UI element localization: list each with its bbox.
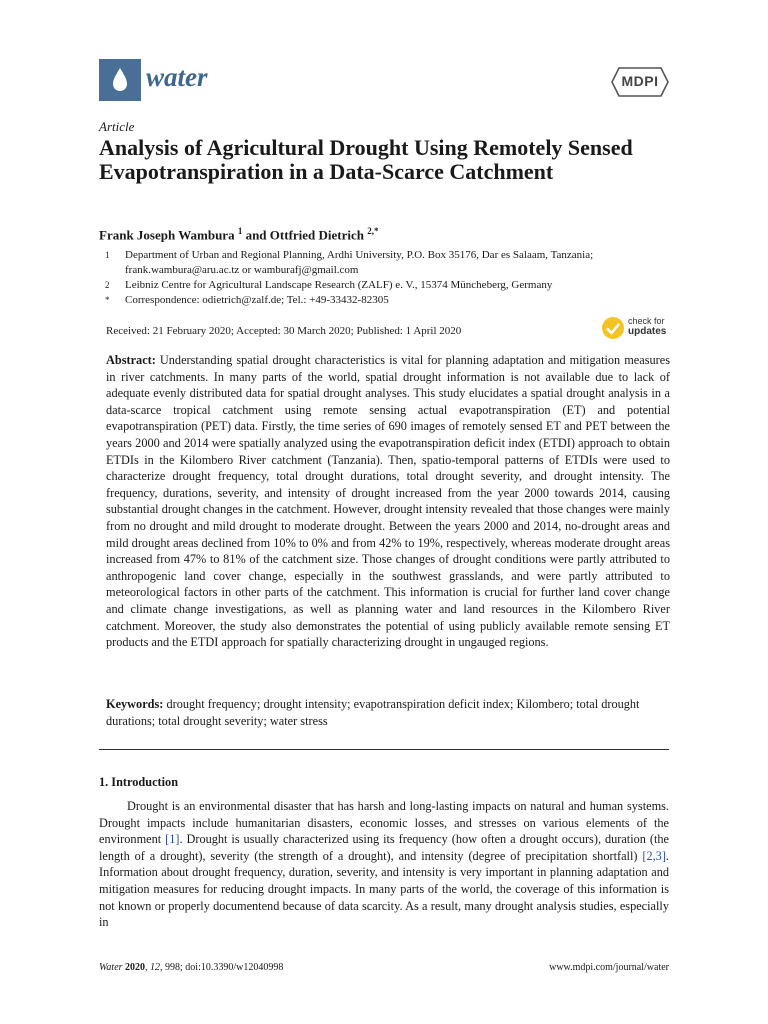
author-name: Ottfried Dietrich: [269, 227, 365, 243]
affiliation-item: [99, 248, 669, 278]
publication-dates: Received: 21 February 2020; Accepted: 30 March 2020; Published: 1 April 2020: [106, 325, 462, 337]
publisher-logo: [611, 66, 669, 98]
keywords-text: drought frequency; drought intensity; evapotranspiration deficit index; Kilombero; total drought durations; total drought severity; water stress: [106, 697, 640, 728]
affiliation-mark: *: [105, 295, 110, 305]
affiliation-mark: 1: [105, 250, 110, 260]
paper-title: Analysis of Agricultural Drought Using Remotely Sensed Evapotranspiration in a Data-Scarce Catchment: [99, 135, 633, 184]
article-type: Article: [99, 119, 135, 134]
intro-text: . Information about drought frequency, duration, severity, and intensity is very important in planning adaptation and mitigation measures for reducing drought impacts. In many parts of the world, the coverage of this information is not known or properly documentend because of data scarcity. As a result, many drought analysis studies, especially in: [99, 848, 669, 930]
author-affiliation-mark: 1: [237, 226, 243, 236]
affiliation-text: Leibniz Centre for Agricultural Landscape Research (ZALF) e. V., 15374 Müncheberg, Germany: [125, 279, 553, 291]
check-for-updates-badge[interactable]: [601, 315, 673, 341]
author-list: [99, 226, 379, 243]
author-conjunction: and: [242, 227, 270, 243]
keywords: [106, 696, 670, 729]
footer-url[interactable]: www.mdpi.com/journal/water: [549, 962, 669, 973]
check-for-label: check for: [628, 316, 665, 326]
footer-year: 2020: [125, 962, 146, 973]
footer-journal: Water: [99, 962, 123, 973]
affiliation-item: [99, 278, 669, 293]
intro-paragraph: [99, 798, 669, 931]
footer-citation: Water 2020, 12, 998; doi:10.3390/w12040998: [99, 962, 284, 973]
footer-volume: 12: [150, 962, 161, 973]
section-heading: 1. Introduction: [99, 775, 179, 789]
abstract-label: Abstract:: [106, 353, 156, 367]
abstract: [106, 352, 670, 651]
abstract-text: Understanding spatial drought characteristics is vital for planning adaptation and mitigation measures in river catchments. In many parts of the world, spatial drought information is not available due to lack of adequate evenly distributed data for spatial drought analyses. This study elucidates a spatial drought analysis in a data-scarce tropical catchment using remote sensing actual evapotranspiration (ET) and potential evapotranspiration (PET) data. Firstly, the time series of 690 images of remotely sensed ET and PET between the years 2000 and 2014 were spatially analyzed using the evapotranspiration deficit index (ETDI) approach to obtain ETDIs in the Kilombero River catchment (Tanzania). Then, spatio-temporal patterns of ETDIs were used to characterize drought frequency, total drought durations, total drought severity, and drought intensity. The frequency, durations, severity, and intensity of drought increased from the year 2000 towards 2014, causing substantial drought changes in the catchment. However, drought intensity revealed that those changes were mainly from no drought and mild drought to moderate drought. Between the years 2000 and 2014, no-drought areas and mild drought areas declined from 10% to 0% and from 42% to 19%, respectively, whereas moderate drought areas increased from 47% to 81% of the catchment size. Those changes of drought conditions were partly attributed to anthropogenic land cover change, especially in the southwest grasslands, and were partly attributed to meteorological factors in other parts of the catchment. This information is crucial for further land cover change and climate change investigations, as well as planning water and land resources in the Kilombero River catchment. Moreover, the study also demonstrates the potential of using publicly available remote sensing ET products and the ETDI approach for spatially characterizing drought in ungauged regions.: [106, 353, 670, 650]
footer-doi: , 998; doi:10.3390/w12040998: [160, 962, 284, 973]
intro-text: . Drought is usually characterized using its frequency (how often a drought occurs), duration (the length of a drought), severity (the strength of a drought), and intensity (degree of precipitation shortfall): [99, 832, 669, 863]
affiliation-text: Department of Urban and Regional Planning, Ardhi University, P.O. Box 35176, Dar es Salaam, Tanzania; frank.wambura@aru.ac.tz or wamburafj@gmail.com: [125, 249, 594, 276]
check-badge-icon: [601, 316, 625, 340]
updates-label: updates: [628, 326, 667, 337]
section-divider: [99, 749, 669, 750]
affiliation-mark: 2: [105, 280, 110, 290]
publisher-name: MDPI: [621, 73, 659, 89]
author-affiliation-mark: 2,*: [367, 226, 379, 236]
correspondence-text: Correspondence: odietrich@zalf.de; Tel.: +49-33432-82305: [125, 294, 389, 306]
affiliations: [99, 248, 669, 308]
intro-text: Drought is an environmental disaster that has harsh and long-lasting impacts on natural and human systems. Drought impacts include humanitarian disasters, economic losses, and stresses on various elements of the environment: [99, 799, 669, 847]
affiliation-item: [99, 293, 669, 308]
journal-name: water: [146, 62, 208, 92]
citation-link[interactable]: [1]: [165, 832, 180, 847]
journal-logo: [99, 59, 141, 101]
water-drop-icon: [99, 59, 141, 101]
author-name: Frank Joseph Wambura: [99, 227, 235, 243]
citation-link[interactable]: [2,3]: [642, 848, 666, 863]
keywords-label: Keywords:: [106, 697, 164, 711]
